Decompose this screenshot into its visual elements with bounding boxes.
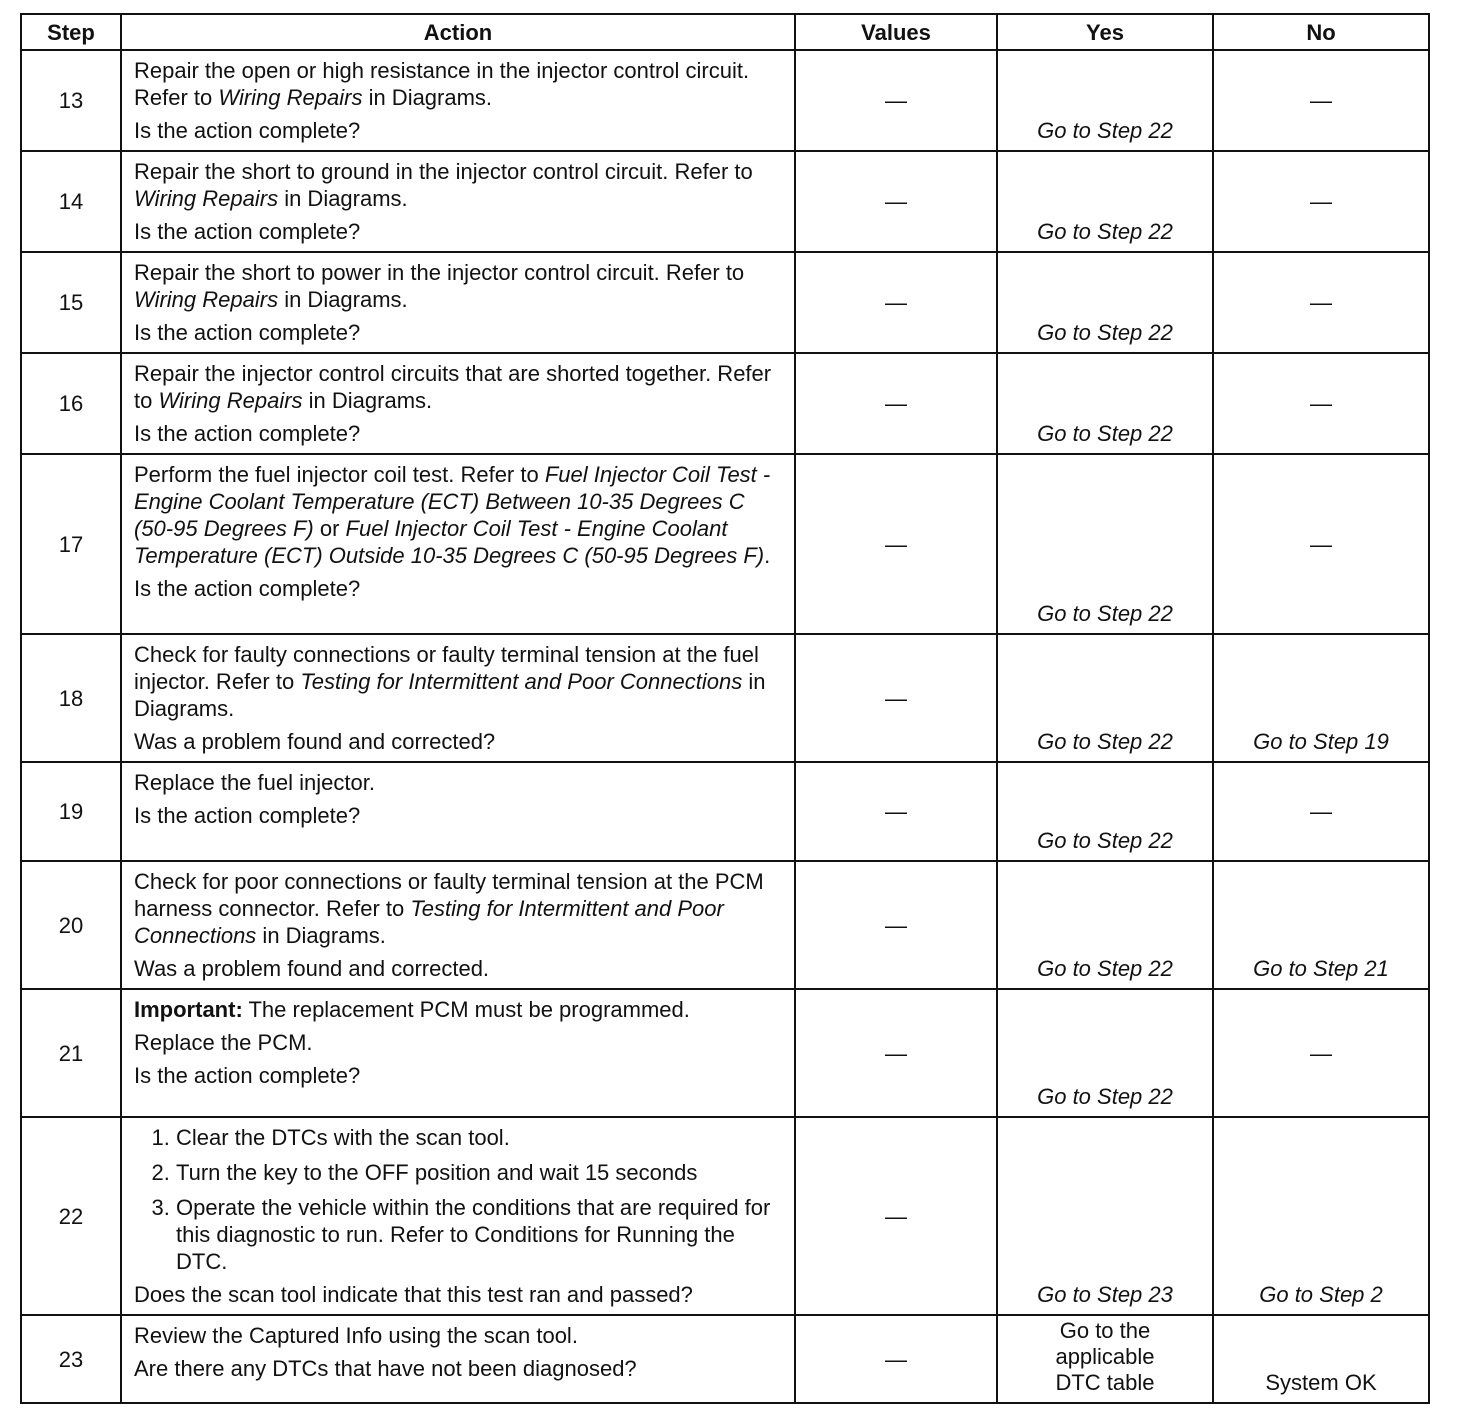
- values-cell: —: [795, 1117, 997, 1315]
- yes-cell: Go to the applicable DTC table: [997, 1315, 1213, 1403]
- values-cell: —: [795, 151, 997, 252]
- action-text: Replace the PCM.: [134, 1030, 313, 1055]
- yes-cell: Go to Step 22: [997, 861, 1213, 989]
- action-question: Was a problem found and corrected.: [134, 956, 490, 981]
- step-number: 14: [21, 151, 121, 252]
- action-cell: [121, 1117, 795, 1315]
- action-question: Is the action complete?: [134, 118, 361, 143]
- action-text: Repair the short to power in the injector control circuit. Refer to Wiring Repairs in Diagrams.: [134, 260, 745, 312]
- header-row: [21, 14, 1429, 50]
- step-number: 15: [21, 252, 121, 353]
- values-cell: —: [795, 252, 997, 353]
- header-no: No: [1213, 14, 1429, 50]
- no-cell: —: [1213, 989, 1429, 1117]
- action-cell: [121, 989, 795, 1117]
- header-values: Values: [795, 14, 997, 50]
- no-cell: Go to Step 21: [1213, 861, 1429, 989]
- numbered-list: [134, 1124, 786, 1275]
- header-action: Action: [121, 14, 795, 50]
- step-number: 23: [21, 1315, 121, 1403]
- step-number: 19: [21, 762, 121, 861]
- no-cell: Go to Step 2: [1213, 1117, 1429, 1315]
- step-number: 16: [21, 353, 121, 454]
- table-row: [21, 50, 1429, 151]
- action-cell: [121, 634, 795, 762]
- list-item: 3. Operate the vehicle within the conditions that are required for this diagnostic to run. Refer to Conditions for Running the DTC.: [176, 1194, 786, 1275]
- yes-cell: Go to Step 22: [997, 252, 1213, 353]
- no-cell: —: [1213, 353, 1429, 454]
- action-question: Is the action complete?: [134, 320, 361, 345]
- action-text: Review the Captured Info using the scan tool.: [134, 1323, 578, 1348]
- values-cell: —: [795, 989, 997, 1117]
- step-number: 20: [21, 861, 121, 989]
- yes-cell: Go to Step 22: [997, 762, 1213, 861]
- yes-cell: Go to Step 22: [997, 50, 1213, 151]
- table-row: [21, 762, 1429, 861]
- table-row: [21, 989, 1429, 1117]
- action-cell: [121, 1315, 795, 1403]
- diagnostic-table: [20, 13, 1430, 1404]
- action-cell: [121, 454, 795, 634]
- yes-cell: Go to Step 22: [997, 454, 1213, 634]
- action-text: Check for poor connections or faulty terminal tension at the PCM harness connector. Refer to Testing for Intermittent and Poor Connections in Diagrams.: [134, 869, 764, 948]
- no-cell: Go to Step 19: [1213, 634, 1429, 762]
- table-row: [21, 1117, 1429, 1315]
- action-text: Replace the fuel injector.: [134, 770, 375, 795]
- yes-cell: Go to Step 23: [997, 1117, 1213, 1315]
- yes-cell: Go to Step 22: [997, 151, 1213, 252]
- table-row: [21, 353, 1429, 454]
- values-cell: —: [795, 353, 997, 454]
- action-question: Is the action complete?: [134, 421, 361, 446]
- values-cell: —: [795, 454, 997, 634]
- action-question: Is the action complete?: [134, 1063, 361, 1088]
- important-note: Important: The replacement PCM must be programmed.: [134, 997, 690, 1022]
- yes-cell: Go to Step 22: [997, 989, 1213, 1117]
- no-cell: —: [1213, 762, 1429, 861]
- step-number: 17: [21, 454, 121, 634]
- values-cell: —: [795, 50, 997, 151]
- action-cell: [121, 353, 795, 454]
- action-cell: [121, 50, 795, 151]
- table-row: [21, 634, 1429, 762]
- action-question: Is the action complete?: [134, 803, 361, 828]
- values-cell: —: [795, 634, 997, 762]
- step-number: 18: [21, 634, 121, 762]
- action-cell: [121, 861, 795, 989]
- header-step: Step: [21, 14, 121, 50]
- action-question: Was a problem found and corrected?: [134, 729, 496, 754]
- values-cell: —: [795, 1315, 997, 1403]
- action-question: Is the action complete?: [134, 576, 361, 601]
- action-question: Is the action complete?: [134, 219, 361, 244]
- yes-cell: Go to Step 22: [997, 353, 1213, 454]
- table-row: [21, 151, 1429, 252]
- no-cell: —: [1213, 50, 1429, 151]
- action-cell: [121, 151, 795, 252]
- action-text: Check for faulty connections or faulty terminal tension at the fuel injector. Refer to Testing for Intermittent and Poor Connections in Diagrams.: [134, 642, 766, 721]
- action-question: Does the scan tool indicate that this test ran and passed?: [134, 1282, 693, 1307]
- table-row: [21, 454, 1429, 634]
- action-cell: [121, 762, 795, 861]
- values-cell: —: [795, 762, 997, 861]
- table-row: [21, 861, 1429, 989]
- action-text: Repair the injector control circuits that are shorted together. Refer to Wiring Repairs in Diagrams.: [134, 361, 772, 413]
- no-cell: —: [1213, 252, 1429, 353]
- values-cell: —: [795, 861, 997, 989]
- list-item: 2. Turn the key to the OFF position and wait 15 seconds: [176, 1159, 786, 1186]
- step-number: 13: [21, 50, 121, 151]
- action-text: Perform the fuel injector coil test. Refer to Fuel Injector Coil Test - Engine Coolant Temperature (ECT) Between 10-35 Degrees C (50-95 Degrees F) or Fuel Injector Coil Test - Engine Coolant Temperature (ECT) Outside 10-35 Degrees C (50-95 Degrees F).: [134, 462, 771, 568]
- action-question: Are there any DTCs that have not been diagnosed?: [134, 1356, 637, 1381]
- header-yes: Yes: [997, 14, 1213, 50]
- no-cell: —: [1213, 454, 1429, 634]
- list-item: 1. Clear the DTCs with the scan tool.: [176, 1124, 786, 1151]
- step-number: 22: [21, 1117, 121, 1315]
- step-number: 21: [21, 989, 121, 1117]
- no-cell: —: [1213, 151, 1429, 252]
- action-cell: [121, 252, 795, 353]
- action-text: Repair the open or high resistance in the injector control circuit. Refer to Wiring Repairs in Diagrams.: [134, 58, 750, 110]
- table-row: [21, 252, 1429, 353]
- no-cell: System OK: [1213, 1315, 1429, 1403]
- yes-cell: Go to Step 22: [997, 634, 1213, 762]
- action-text: Repair the short to ground in the injector control circuit. Refer to Wiring Repairs in Diagrams.: [134, 159, 753, 211]
- table-row: [21, 1315, 1429, 1403]
